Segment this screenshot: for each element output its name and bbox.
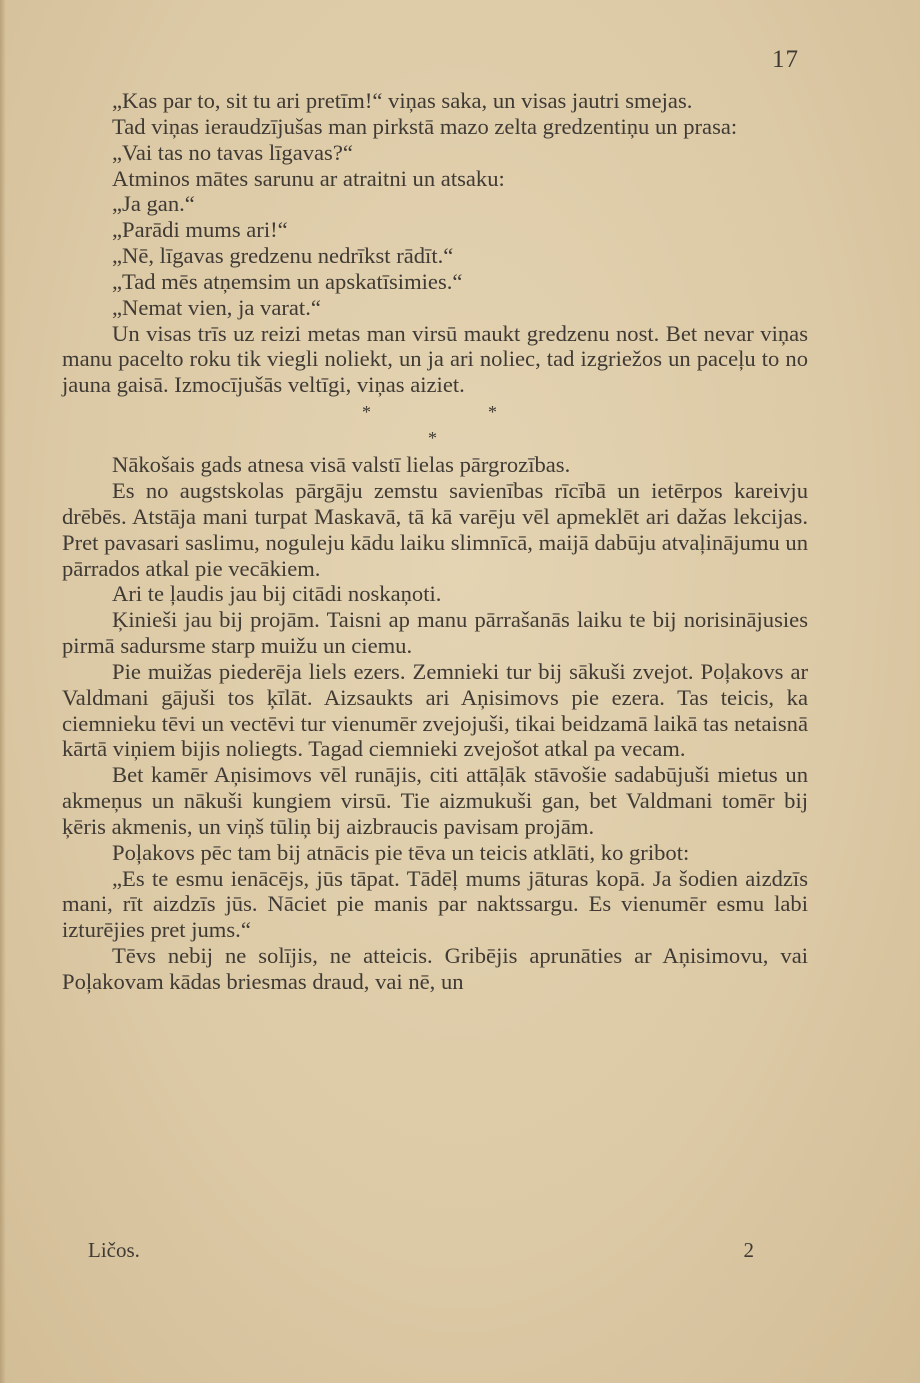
paragraph: Ķinieši jau bij projām. Taisni ap manu pārrašanās laiku te bij norisinājusies pirmā sadursme starp muižu un ciemu. — [62, 607, 808, 659]
paragraph: Ari te ļaudis jau bij citādi noskaņoti. — [112, 581, 442, 607]
paragraph: „Tad mēs atņemsim un apskatīsimies.“ — [112, 268, 463, 294]
separator-asterisk: * — [362, 402, 371, 423]
page-number: 17 — [772, 46, 799, 73]
section-separator — [62, 398, 808, 452]
paragraph: Tēvs nebij ne solījis, ne atteicis. Gribējis aprunāties ar Aņisimovu, vai Poļakovam kādas briesmas draud, vai nē, un — [62, 943, 808, 994]
page-edge-shadow — [0, 0, 6, 1383]
paragraph: „Es te esmu ienācējs, jūs tāpat. Tādēļ mums jāturas kopā. Ja šodien aizdzīs mani, rīt aizdzīs jūs. Nāciet pie manis par naktssargu. Es vienumēr esmu labi izturējies pret jums.“ — [62, 865, 808, 943]
paragraph: Un visas trīs uz reizi metas man virsū maukt gredzenu nost. Bet nevar viņas manu pacelto roku tik viegli noliekt, un ja ari noliec, tad izgriežos un paceļu to no jauna gaisā. Izmocījušās veltīgi, viņas aiziet. — [62, 320, 808, 398]
paragraph: Tad viņas ieraudzījušas man pirkstā mazo zelta gredzentiņu un prasa: — [112, 113, 738, 139]
paragraph: Bet kamēr Aņisimovs vēl runājis, citi attāļāk stāvošie sadabūjuši mietus un akmeņus un nākuši kungiem virsū. Tie aizmukuši gan, bet Valdmani tomēr bij ķēris akmenis, un viņš tūliņ bij aizbraucis pavisam projām. — [62, 762, 808, 839]
footer-signature: Ličos. — [88, 1238, 140, 1262]
paragraph: „Vai tas no tavas līgavas?“ — [112, 139, 353, 165]
paragraph: Poļakovs pēc tam bij atnācis pie tēva un teicis atklāti, ko gribot: — [112, 839, 690, 865]
paragraph: „Nemat vien, ja varat.“ — [112, 294, 321, 320]
paragraph: „Kas par to, sit tu ari pretīm!“ viņas saka, un visas jautri smejas. — [112, 88, 693, 113]
paragraph: „Parādi mums ari!“ — [112, 217, 288, 243]
footer-sheet-number: 2 — [743, 1238, 754, 1262]
body-text — [62, 88, 808, 995]
paragraph: Es no augstskolas pārgāju zemstu savienības rīcībā un ietērpos kareivju drēbēs. Atstāja mani turpat Maskavā, tā kā varēju vēl apmeklēt ari dažas lekcijas. Pret pavasari saslimu, noguleju kādu laiku slimnīcā, maijā dabūju atvaļinājumu un pārrados atkal pie vecākiem. — [62, 477, 808, 581]
separator-asterisk: * — [488, 402, 497, 423]
paragraph: „Ja gan.“ — [112, 191, 195, 217]
paragraph: Nākošais gads atnesa visā valstī lielas pārgrozības. — [112, 452, 571, 478]
paragraph: Atminos mātes sarunu ar atraitni un atsaku: — [112, 165, 505, 191]
paragraph: „Nē, līgavas gredzenu nedrīkst rādīt.“ — [112, 243, 454, 269]
paragraph: Pie muižas piederēja liels ezers. Zemnieki tur bij sākuši zvejot. Poļakovs ar Valdmani gājuši tos ķīlāt. Aizsaukts ari Aņisimovs pie ezera. Tas teicis, ka ciemnieku tēvi un vectēvi tur vienumēr zvejojuši, tikai beidzamā laikā tas netaisnā kārtā viņiem bijis noliegts. Tagad ciemnieki zvejošot atkal pa vecam. — [62, 658, 808, 762]
separator-asterisk: * — [428, 428, 437, 449]
